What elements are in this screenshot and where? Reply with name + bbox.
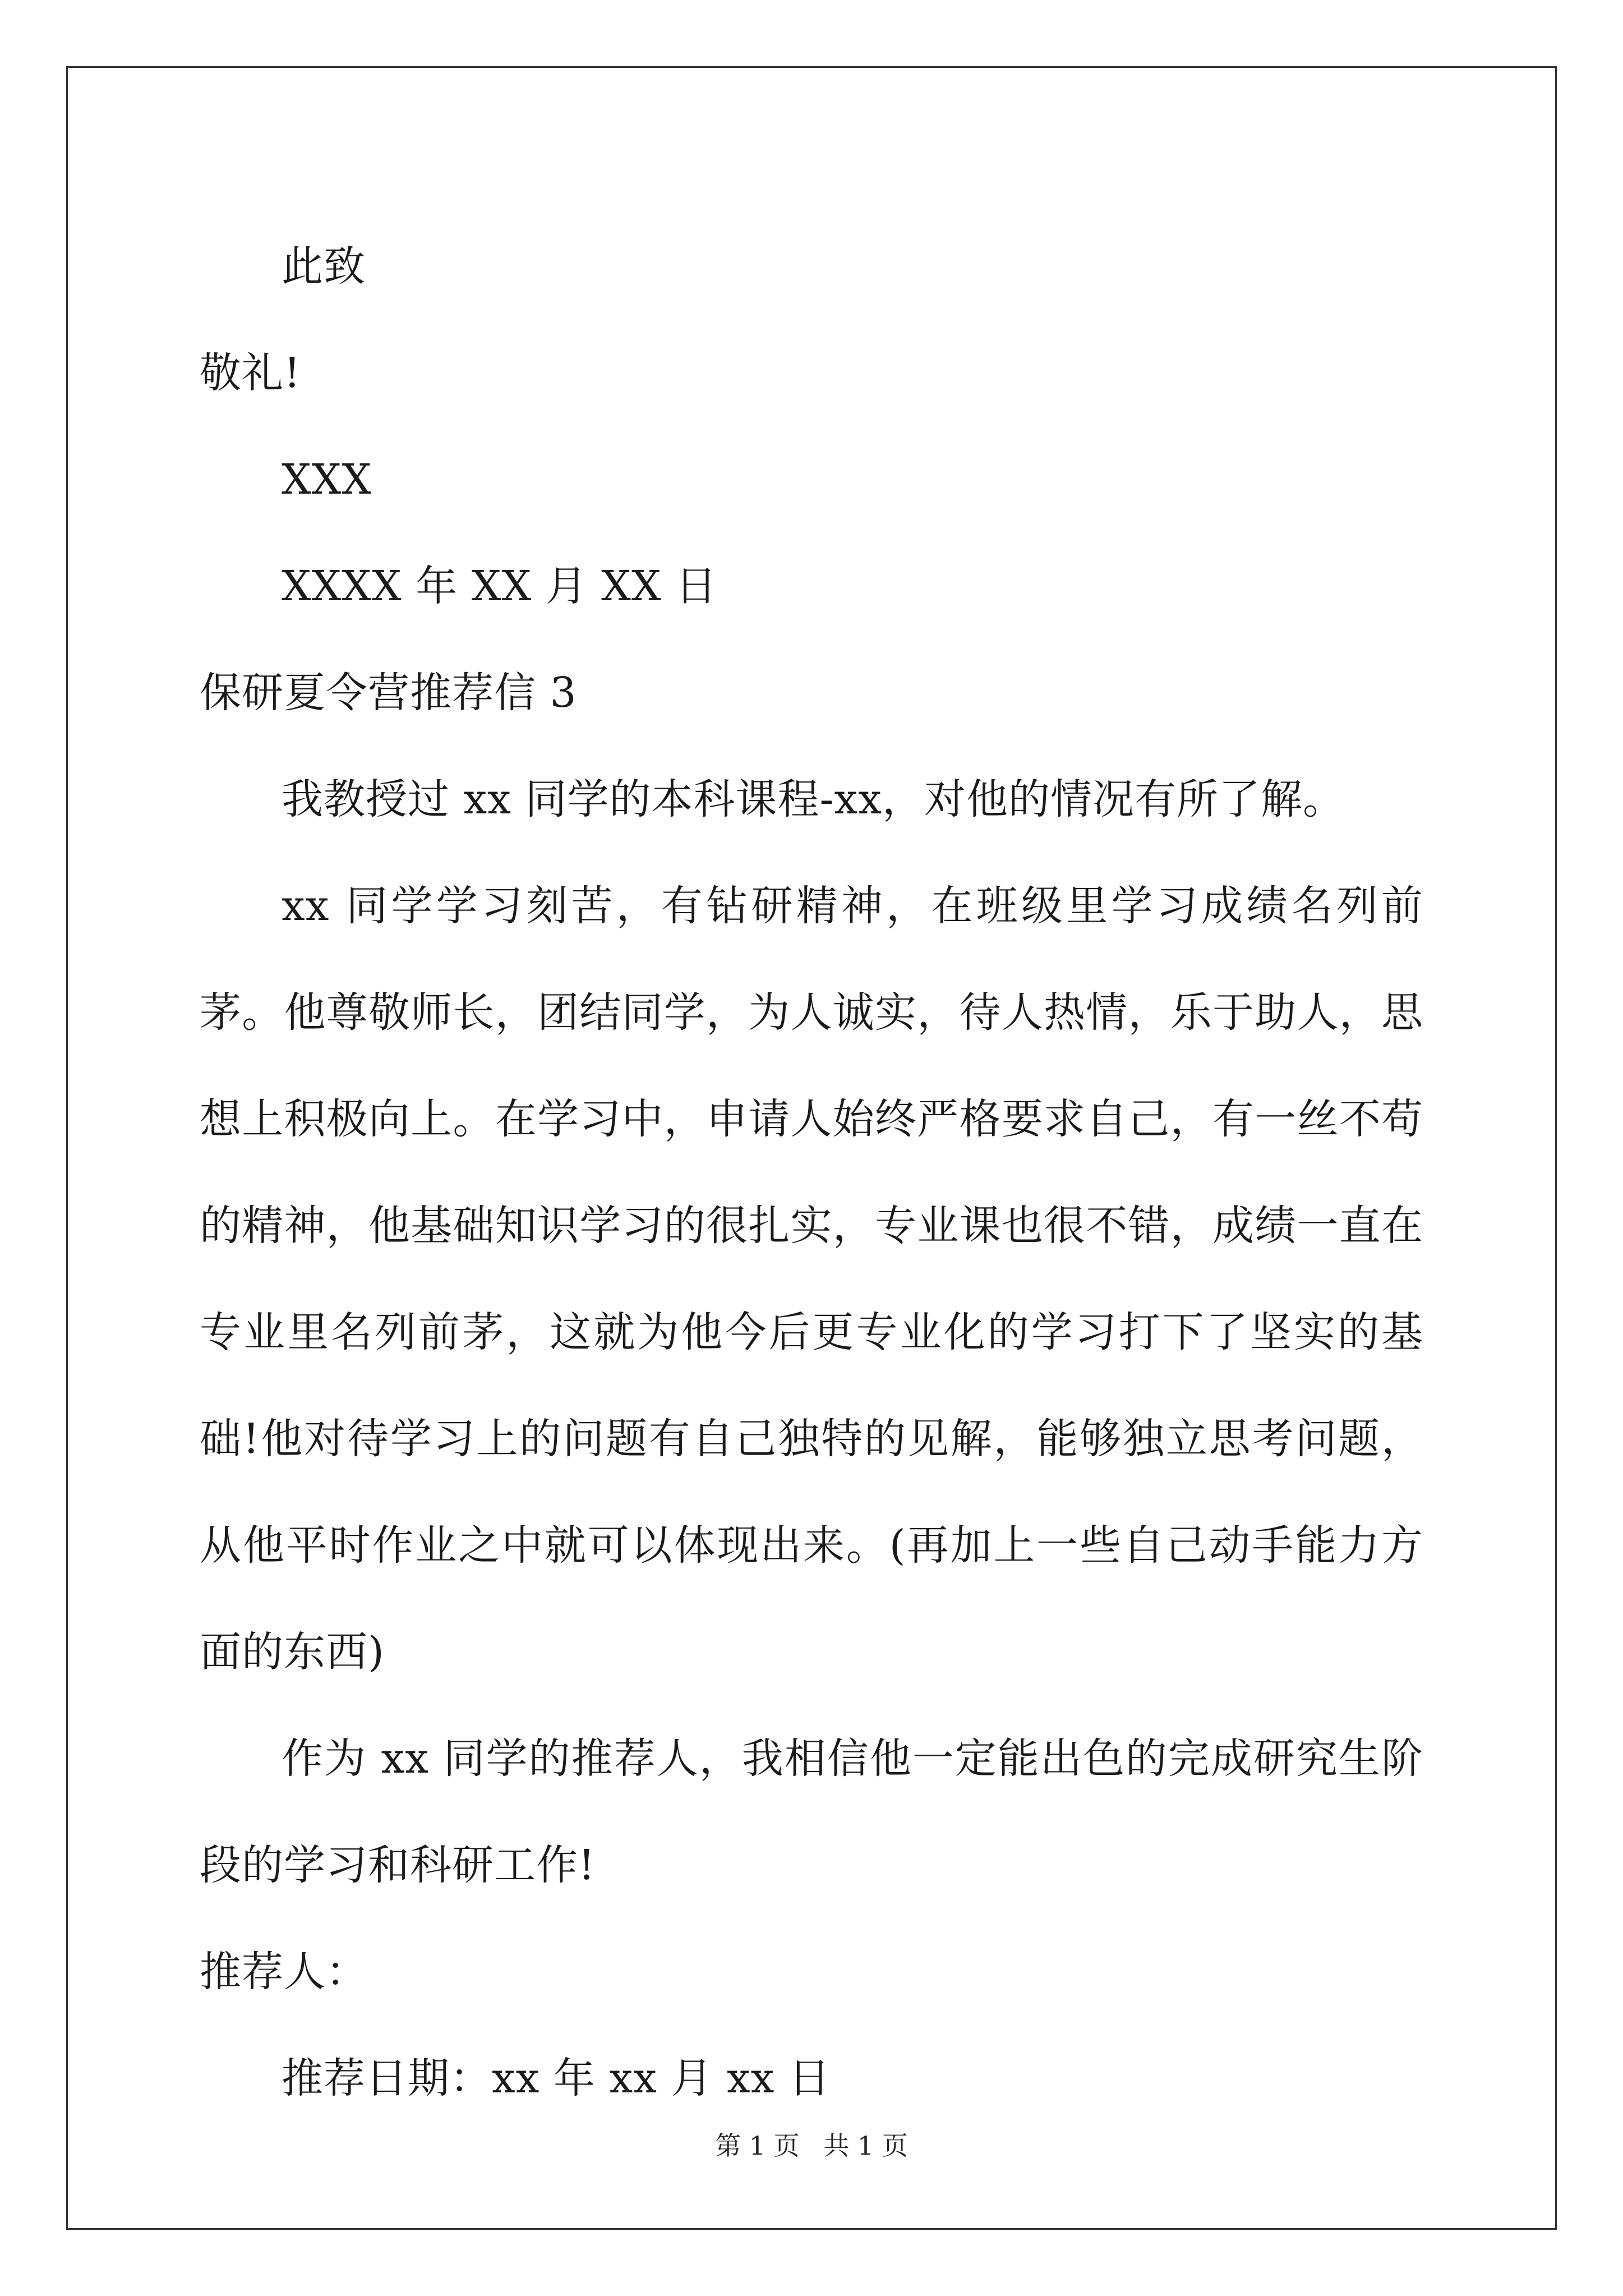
closing-line-2: 敬礼! xyxy=(200,349,301,397)
page-footer xyxy=(0,2129,1623,2162)
page-number-total: 共 1 页 xyxy=(823,2131,908,2161)
recommend-date: 推荐日期：xx 年 xx 月 xx 日 xyxy=(282,2054,831,2102)
paragraph-intro: 我教授过 xx 同学的本科课程-xx，对他的情况有所了解。 xyxy=(282,775,1345,823)
closing-line-1: 此致 xyxy=(282,242,366,291)
letter-date: XXXX 年 XX 月 XX 日 xyxy=(282,562,718,610)
recommender-label: 推荐人： xyxy=(200,1948,368,1996)
page-number-current: 第 1 页 xyxy=(715,2131,800,2161)
paragraph-evaluation: xx 同学学习刻苦，有钻研精神，在班级里学习成绩名列前茅。他尊敬师长，团结同学，为人诚实，待人热情，乐于助人，思想上积极向上。在学习中，申请人始终严格要求自己，有一丝不苟的精神，他基础知识学习的很扎实，专业课也很不错，成绩一直在专业里名列前茅，这就为他今后更专业化的学习打下了坚实的基础!他对待学习上的问题有自己独特的见解，能够独立思考问题，从他平时作业之中就可以体现出来。(再加上一些自己动手能力方面的东西) xyxy=(200,882,1423,1676)
document-body xyxy=(200,213,1423,2132)
signature: XXX xyxy=(282,455,372,504)
section-title: 保研夏令营推荐信 3 xyxy=(200,669,577,717)
paragraph-recommendation: 作为 xx 同学的推荐人，我相信他一定能出色的完成研究生阶段的学习和科研工作! xyxy=(200,1734,1423,1889)
